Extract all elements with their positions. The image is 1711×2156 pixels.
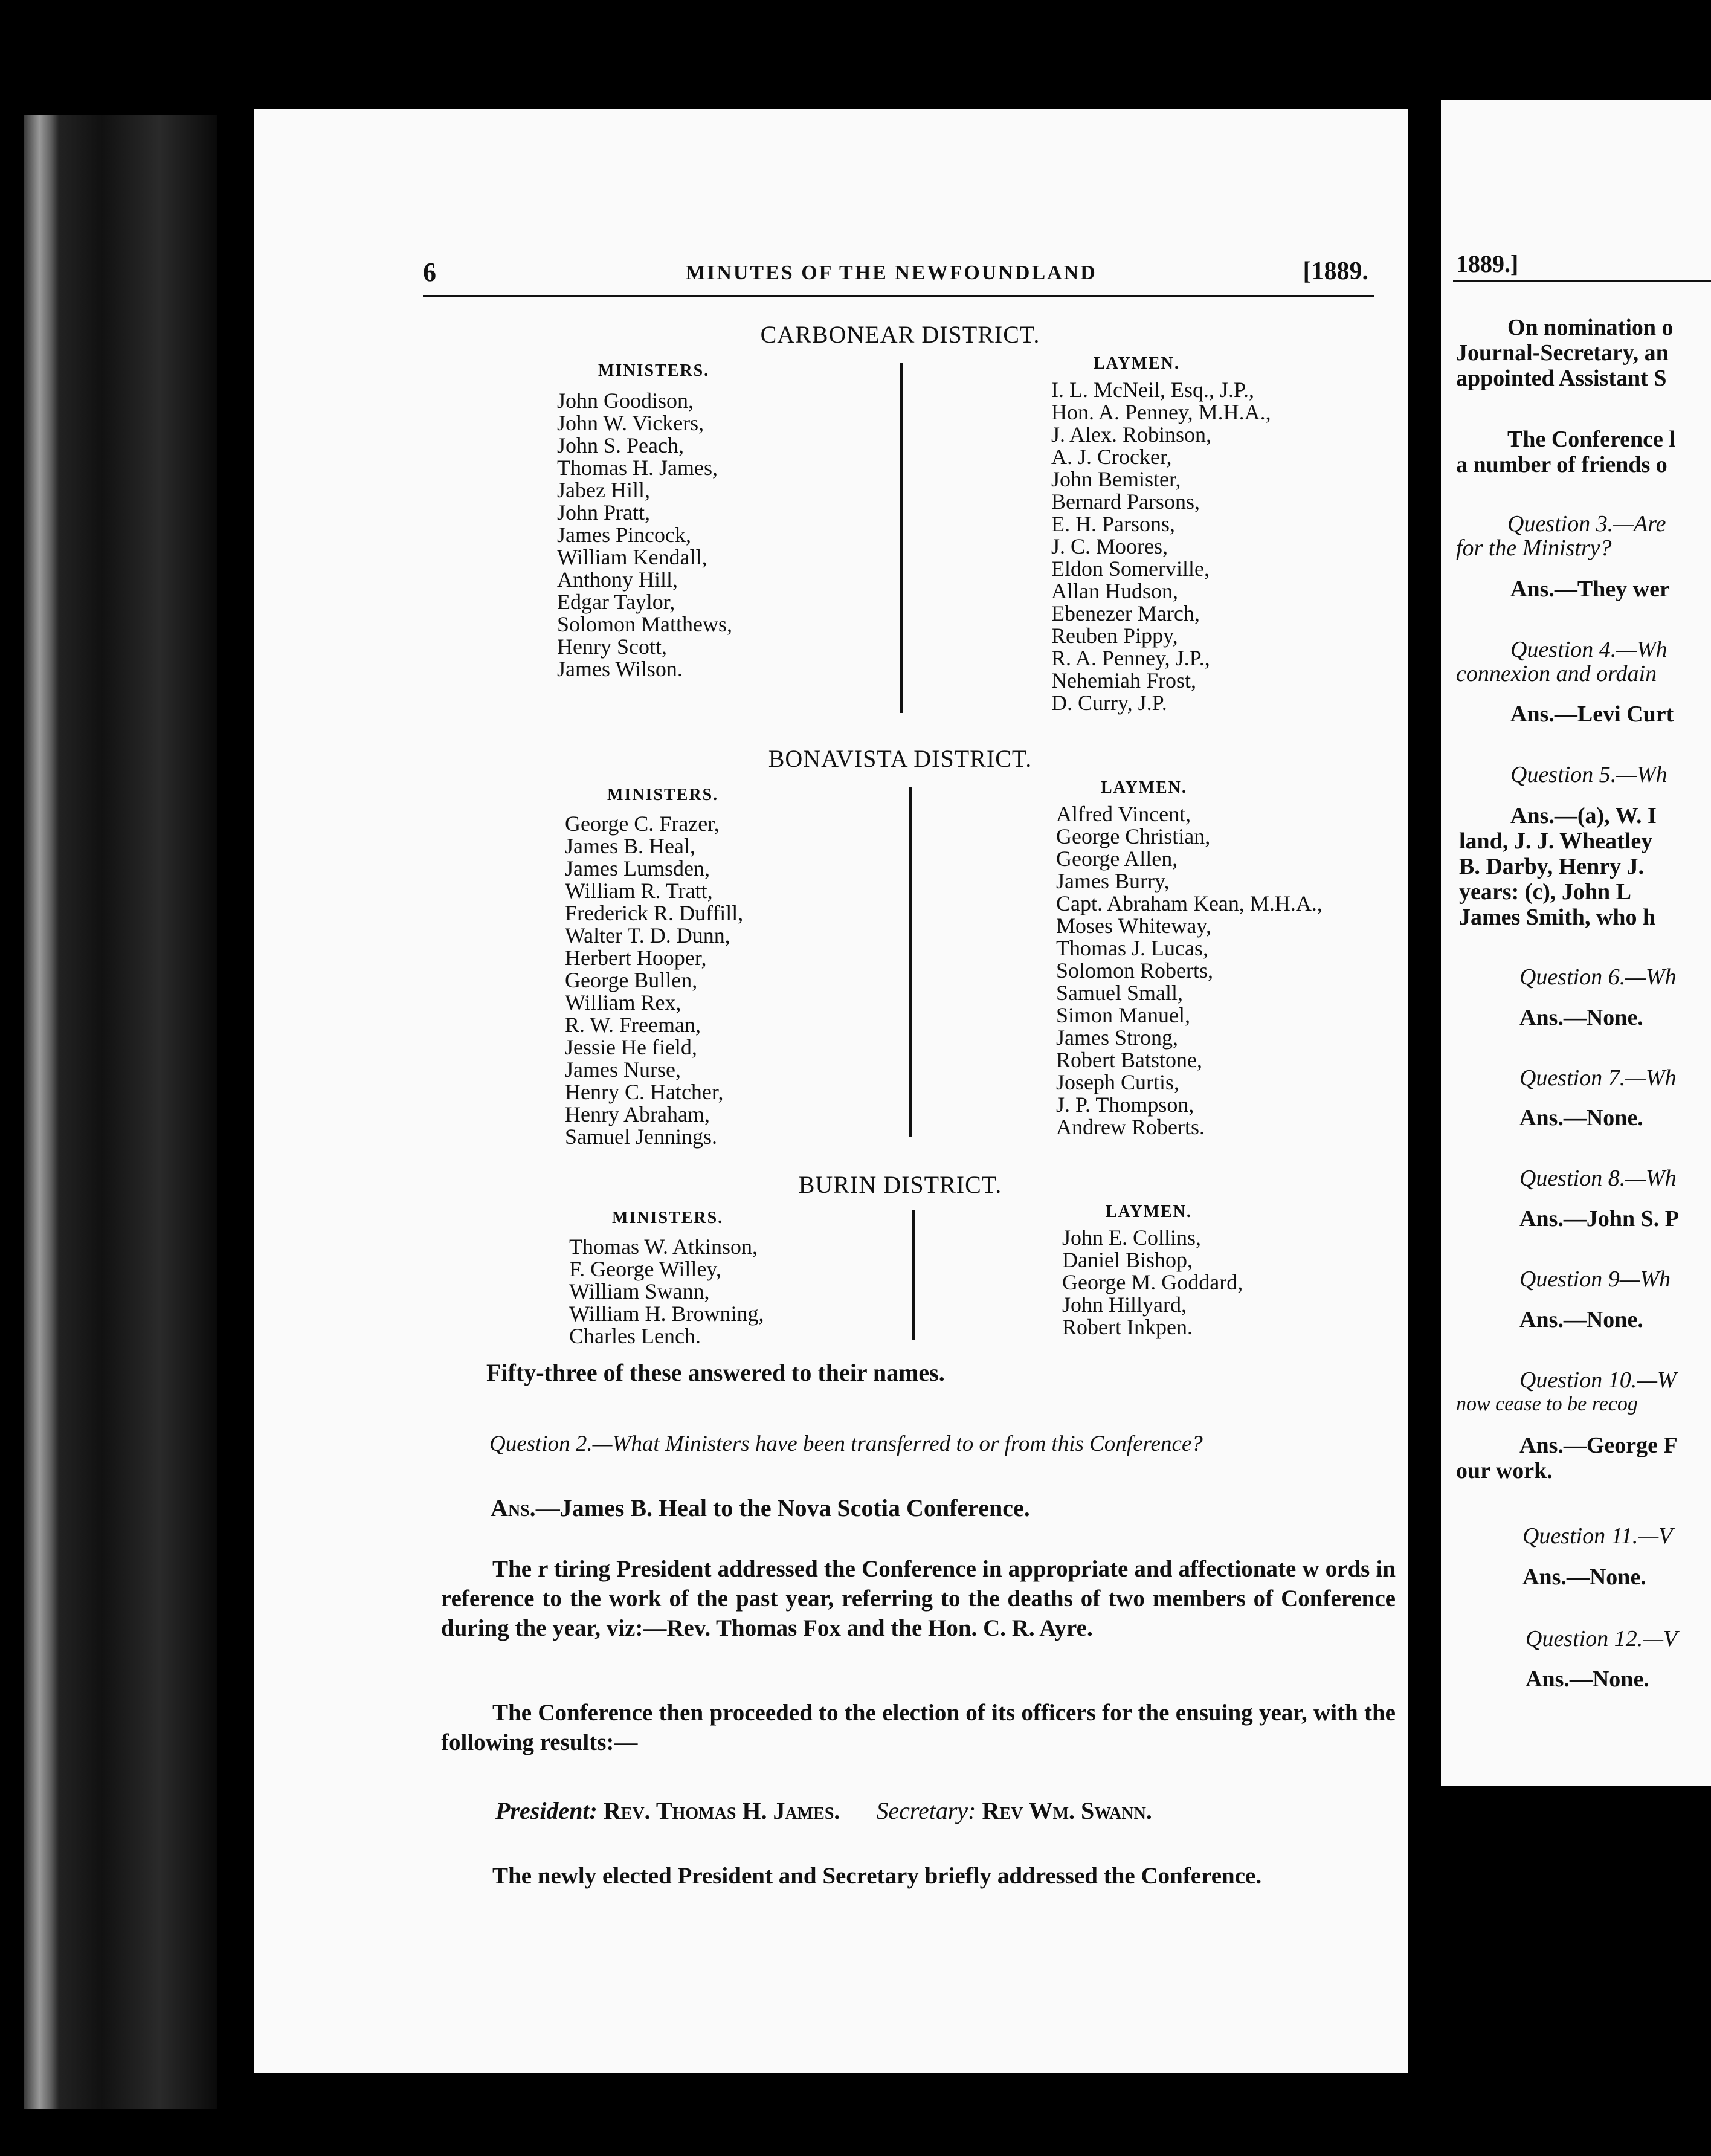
list-item: Andrew Roberts. bbox=[1056, 1115, 1205, 1139]
list-item: James Burry, bbox=[1056, 869, 1170, 893]
right-line: Question 7.—Wh bbox=[1519, 1065, 1677, 1091]
list-item: Alfred Vincent, bbox=[1056, 802, 1191, 826]
right-page-header: 1889.] bbox=[1456, 250, 1519, 277]
list-item: William H. Browning, bbox=[569, 1302, 764, 1326]
right-line: Ans.—None. bbox=[1519, 1005, 1643, 1030]
list-item: Reuben Pippy, bbox=[1051, 624, 1178, 648]
list-item: Eldon Somerville, bbox=[1051, 557, 1210, 581]
list-item: James Lumsden, bbox=[565, 856, 710, 880]
right-line: B. Darby, Henry J. bbox=[1459, 854, 1645, 879]
right-line: Ans.—Levi Curt bbox=[1510, 702, 1674, 727]
list-item: James Nurse, bbox=[565, 1057, 681, 1082]
laymen-heading: LAYMEN. bbox=[1101, 778, 1187, 797]
secretary-label: Secretary: bbox=[876, 1797, 976, 1824]
question-text: —What Ministers have been transferred to or from this Conference? bbox=[592, 1431, 1203, 1456]
right-line: Question 9—Wh bbox=[1519, 1267, 1671, 1292]
list-item: Samuel Jennings. bbox=[565, 1125, 717, 1149]
list-item: Charles Lench. bbox=[569, 1324, 701, 1348]
right-line: Question 11.—V bbox=[1522, 1523, 1673, 1549]
list-item: John Pratt, bbox=[557, 500, 651, 524]
list-item: James Wilson. bbox=[557, 657, 683, 681]
list-item: James Strong, bbox=[1056, 1025, 1178, 1050]
right-line: Journal-Secretary, an bbox=[1456, 340, 1669, 366]
list-item: Jessie He field, bbox=[565, 1035, 697, 1059]
list-item: Solomon Matthews, bbox=[557, 612, 733, 636]
list-item: James Pincock, bbox=[557, 523, 691, 547]
list-item: John W. Vickers, bbox=[557, 411, 704, 435]
right-line: Question 6.—Wh bbox=[1519, 964, 1677, 990]
list-item: A. J. Crocker, bbox=[1051, 445, 1172, 469]
running-title: MINUTES OF THE NEWFOUNDLAND bbox=[686, 262, 1097, 284]
page-header bbox=[423, 257, 1378, 293]
list-item: D. Curry, J.P. bbox=[1051, 691, 1167, 715]
right-line: On nomination o bbox=[1507, 315, 1674, 340]
list-item: John Bemister, bbox=[1051, 467, 1181, 491]
list-item: R. W. Freeman, bbox=[565, 1013, 701, 1037]
question-label: Question 2. bbox=[489, 1431, 593, 1456]
right-line: a number of friends o bbox=[1456, 452, 1668, 477]
list-item: John Goodison, bbox=[557, 389, 694, 413]
right-line: Ans.—John S. P bbox=[1519, 1206, 1679, 1231]
list-item: Thomas W. Atkinson, bbox=[569, 1235, 758, 1259]
list-item: Edgar Taylor, bbox=[557, 590, 675, 614]
list-item: Simon Manuel, bbox=[1056, 1003, 1190, 1027]
district-title: BONAVISTA DISTRICT. bbox=[768, 745, 1033, 772]
president-value: Rev. Thomas H. James. bbox=[603, 1797, 840, 1824]
list-item: Capt. Abraham Kean, M.H.A., bbox=[1056, 891, 1323, 915]
right-line: years: (c), John L bbox=[1459, 879, 1631, 905]
secretary-value: Rev Wm. Swann. bbox=[982, 1797, 1152, 1824]
list-item: George Allen, bbox=[1056, 847, 1178, 871]
list-item: James B. Heal, bbox=[565, 834, 695, 858]
right-line: Ans.—None. bbox=[1526, 1667, 1649, 1692]
right-line: land, J. J. Wheatley bbox=[1459, 828, 1653, 854]
list-item: Joseph Curtis, bbox=[1056, 1070, 1180, 1094]
ministers-heading: MINISTERS. bbox=[598, 361, 710, 380]
list-item: Robert Inkpen. bbox=[1062, 1315, 1193, 1339]
burin-district bbox=[423, 1170, 1378, 1352]
list-item: William Swann, bbox=[569, 1279, 710, 1303]
ministers-list bbox=[557, 390, 732, 680]
list-item: George Bullen, bbox=[565, 968, 698, 992]
list-item: John Hillyard, bbox=[1062, 1293, 1187, 1317]
list-item: Allan Hudson, bbox=[1051, 579, 1178, 603]
header-year: [1889. bbox=[1303, 257, 1368, 285]
right-line: Ans.—None. bbox=[1519, 1105, 1643, 1131]
laymen-heading: LAYMEN. bbox=[1106, 1202, 1192, 1221]
president-label: President: bbox=[495, 1797, 598, 1824]
right-line: Ans.—George F bbox=[1519, 1433, 1678, 1458]
ministers-heading: MINISTERS. bbox=[612, 1209, 724, 1227]
list-item: Frederick R. Duffill, bbox=[565, 901, 744, 925]
right-line: connexion and ordain bbox=[1456, 661, 1657, 686]
right-line: Question 3.—Are bbox=[1507, 511, 1666, 537]
list-item: Thomas J. Lucas, bbox=[1056, 936, 1208, 960]
right-line: Ans.—They wer bbox=[1510, 576, 1670, 602]
list-item: William R. Tratt, bbox=[565, 879, 713, 903]
right-line: our work. bbox=[1456, 1458, 1553, 1483]
answer-label: Ans. bbox=[491, 1494, 536, 1522]
page-number: 6 bbox=[423, 257, 436, 287]
laymen-list bbox=[1056, 803, 1323, 1138]
list-item: William Kendall, bbox=[557, 545, 707, 569]
right-line: Question 12.—V bbox=[1526, 1626, 1678, 1651]
list-item: George Christian, bbox=[1056, 824, 1211, 848]
list-item: I. L. McNeil, Esq., J.P., bbox=[1051, 378, 1254, 402]
right-line: Question 8.—Wh bbox=[1519, 1166, 1677, 1191]
list-item: Herbert Hooper, bbox=[565, 946, 707, 970]
right-line: Question 4.—Wh bbox=[1510, 637, 1668, 662]
right-line: for the Ministry? bbox=[1456, 535, 1612, 561]
retiring-president-paragraph: The r tiring President addressed the Conference in appropriate and affectionate w ords in reference to the work of the past year, referring to the deaths of two members of Conference during the year, viz:—Rev. Thomas Fox and the Hon. C. R. Ayre. bbox=[441, 1556, 1396, 1641]
list-item: Ebenezer March, bbox=[1051, 601, 1200, 625]
list-item: J. C. Moores, bbox=[1051, 534, 1168, 558]
book-spine bbox=[24, 115, 218, 2109]
list-item: Samuel Small, bbox=[1056, 981, 1183, 1005]
column-divider bbox=[909, 787, 912, 1137]
list-item: Robert Batstone, bbox=[1056, 1048, 1202, 1072]
right-line: James Smith, who h bbox=[1459, 905, 1656, 930]
list-item: Anthony Hill, bbox=[557, 567, 678, 592]
laymen-heading: LAYMEN. bbox=[1094, 354, 1180, 373]
ministers-heading: MINISTERS. bbox=[607, 786, 719, 804]
list-item: R. A. Penney, J.P., bbox=[1051, 646, 1210, 670]
list-item: Henry Abraham, bbox=[565, 1102, 710, 1126]
list-item: Daniel Bishop, bbox=[1062, 1248, 1193, 1272]
list-item: J. P. Thompson, bbox=[1056, 1093, 1194, 1117]
column-divider bbox=[900, 363, 903, 713]
list-item: J. Alex. Robinson, bbox=[1051, 422, 1212, 447]
list-item: Walter T. D. Dunn, bbox=[565, 923, 730, 947]
ministers-list bbox=[565, 813, 743, 1148]
answer-text: —James B. Heal to the Nova Scotia Conference. bbox=[535, 1494, 1030, 1522]
list-item: William Rex, bbox=[565, 990, 682, 1015]
right-line: Ans.—None. bbox=[1519, 1307, 1643, 1332]
list-item: John S. Peach, bbox=[557, 433, 684, 457]
list-item: John E. Collins, bbox=[1062, 1225, 1202, 1250]
right-line: Ans.—(a), W. I bbox=[1510, 803, 1657, 828]
right-line: appointed Assistant S bbox=[1456, 366, 1667, 391]
election-paragraph: The Conference then proceeded to the election of its officers for the ensuing year, with the following results:— bbox=[441, 1700, 1396, 1755]
list-item: Nehemiah Frost, bbox=[1051, 668, 1196, 692]
list-item: Bernard Parsons, bbox=[1051, 489, 1200, 514]
ministers-list bbox=[569, 1236, 764, 1348]
officers-line bbox=[495, 1796, 1152, 1825]
list-item: Henry C. Hatcher, bbox=[565, 1080, 724, 1104]
carbonear-district bbox=[423, 320, 1378, 719]
attendance-line: Fifty-three of these answered to their names. bbox=[486, 1359, 945, 1386]
answer-2 bbox=[491, 1494, 1030, 1522]
list-item: Thomas H. James, bbox=[557, 456, 718, 480]
district-title: BURIN DISTRICT. bbox=[798, 1171, 1002, 1198]
right-line: The Conference l bbox=[1507, 427, 1675, 452]
newly-elected-paragraph: The newly elected President and Secretary briefly addressed the Conference. bbox=[492, 1863, 1262, 1889]
right-line: Question 10.—W bbox=[1519, 1367, 1677, 1393]
laymen-list bbox=[1051, 379, 1271, 714]
list-item: Henry Scott, bbox=[557, 634, 667, 659]
list-item: George C. Frazer, bbox=[565, 812, 720, 836]
list-item: Moses Whiteway, bbox=[1056, 914, 1211, 938]
list-item: Solomon Roberts, bbox=[1056, 958, 1214, 983]
list-item: George M. Goddard, bbox=[1062, 1270, 1243, 1294]
right-header-rule bbox=[1453, 280, 1711, 282]
header-rule bbox=[423, 295, 1374, 297]
right-line: Ans.—None. bbox=[1522, 1564, 1646, 1590]
bonavista-district bbox=[423, 744, 1378, 1155]
right-line: Question 5.—Wh bbox=[1510, 762, 1668, 787]
list-item: E. H. Parsons, bbox=[1051, 512, 1175, 536]
right-line: now cease to be recog bbox=[1456, 1393, 1638, 1415]
list-item: Jabez Hill, bbox=[557, 478, 650, 502]
laymen-list bbox=[1062, 1227, 1243, 1338]
column-divider bbox=[912, 1210, 915, 1340]
list-item: F. George Willey, bbox=[569, 1257, 721, 1281]
district-title: CARBONEAR DISTRICT. bbox=[760, 321, 1040, 348]
list-item: Hon. A. Penney, M.H.A., bbox=[1051, 400, 1271, 424]
right-page-content bbox=[1441, 100, 1711, 1786]
question-2 bbox=[489, 1431, 1396, 1457]
